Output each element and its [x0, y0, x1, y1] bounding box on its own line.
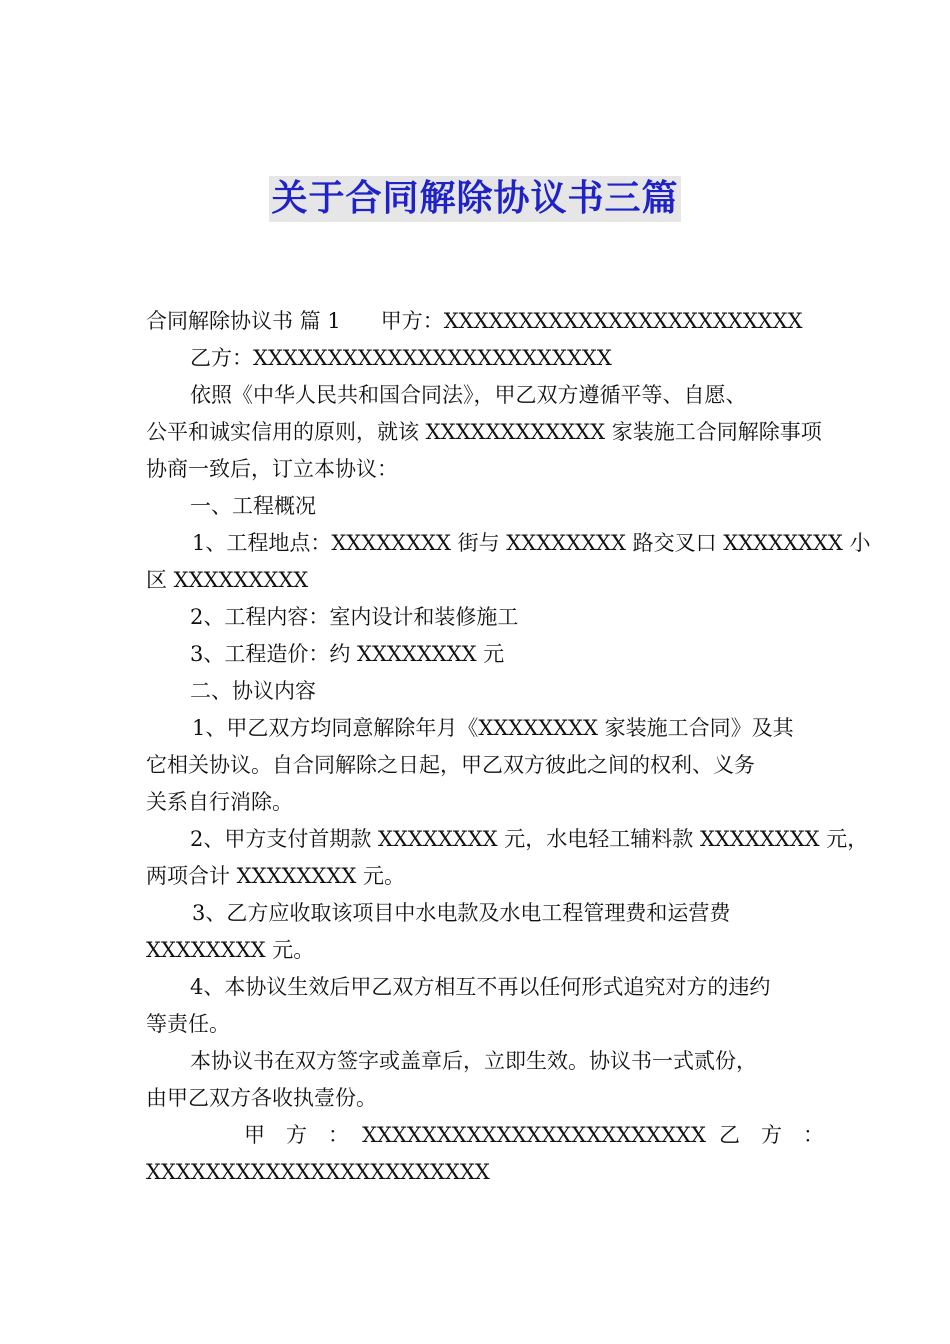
section-heading-1: 一、工程概况 — [190, 494, 316, 518]
clause-2-line-1: 2、甲方支付首期款 XXXXXXXX 元，水电轻工辅料款 XXXXXXXX 元， — [190, 827, 869, 851]
clause-3-line-1: 3、乙方应收取该项目中水电款及水电工程管理费和运营费 — [192, 901, 731, 925]
heading-line — [146, 303, 824, 340]
clause-4-line-1: 4、本协议生效后甲乙双方相互不再以任何形式追究对方的违约 — [190, 975, 771, 999]
section-heading: 合同解除协议书 篇 1 — [146, 309, 341, 333]
intro-line-2: 公平和诚实信用的原则，就该 XXXXXXXXXXXX 家装施工合同解除事项 — [146, 420, 822, 444]
item-content: 2、工程内容：室内设计和装修施工 — [190, 605, 519, 629]
intro-line-1: 依照《中华人民共和国合同法》，甲乙双方遵循平等、自愿、 — [190, 383, 747, 407]
signature-party-a-label: 甲 方 ： — [244, 1123, 349, 1147]
clause-1-line-2: 它相关协议。自合同解除之日起，甲乙双方彼此之间的权利、义务 — [146, 753, 755, 777]
signature-party-b-value: XXXXXXXXXXXXXXXXXXXXXXX — [146, 1160, 490, 1184]
party-a-line: 甲方：XXXXXXXXXXXXXXXXXXXXXXXX — [380, 309, 803, 333]
document-body — [146, 303, 871, 1191]
signature-line — [146, 1117, 824, 1154]
intro-line-3: 协商一致后，订立本协议： — [146, 457, 398, 481]
clause-3-line-2: XXXXXXXX 元。 — [146, 938, 315, 962]
closing-line-1: 本协议书在双方签字或盖章后，立即生效。协议书一式贰份， — [190, 1049, 757, 1073]
clause-1-line-1: 1、甲乙双方均同意解除年月《XXXXXXXX 家装施工合同》及其 — [192, 716, 794, 740]
item-cost: 3、工程造价：约 XXXXXXXX 元 — [190, 642, 505, 666]
section-heading-2: 二、协议内容 — [190, 679, 316, 703]
signature-party-b-label: 乙 方 ： — [718, 1123, 824, 1147]
clause-2-line-2: 两项合计 XXXXXXXX 元。 — [146, 864, 405, 888]
clause-4-line-2: 等责任。 — [146, 1012, 230, 1036]
item-location-line-1: 1、工程地点：XXXXXXXX 街与 XXXXXXXX 路交叉口 XXXXXXXX 小 — [192, 531, 871, 555]
document-title: 关于合同解除协议书三篇 — [269, 176, 680, 222]
closing-line-2: 由甲乙双方各收执壹份。 — [146, 1086, 377, 1110]
signature-party-a-value: XXXXXXXXXXXXXXXXXXXXXXX — [362, 1123, 706, 1147]
item-location-line-2: 区 XXXXXXXXX — [146, 568, 309, 592]
title-container — [0, 176, 950, 222]
clause-1-line-3: 关系自行消除。 — [146, 790, 293, 814]
party-b-line: 乙方：XXXXXXXXXXXXXXXXXXXXXXXX — [190, 346, 612, 370]
